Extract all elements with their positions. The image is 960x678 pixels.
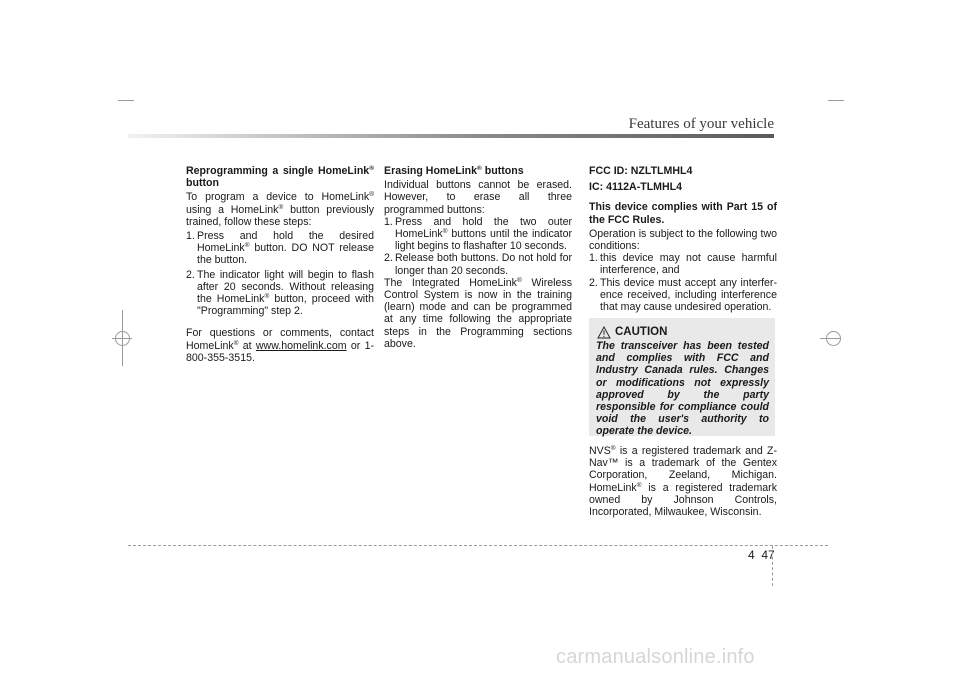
ic-number: IC: 4112A-TLMHL4 xyxy=(589,181,683,194)
trademark-paragraph: NVS® is a registered trademark and Z-Nav™ is a trademark of the Gentex Corporation, Zeeland, Michigan. HomeLink® is a registered trademark owned by Johnson Controls, Incorporated, Milwaukee, Wisconsin. xyxy=(589,445,777,519)
page-number xyxy=(748,548,775,562)
watermark: carmanualsonline.info xyxy=(556,646,755,668)
column-reprogramming xyxy=(186,165,374,364)
operation-conditions: Operation is subject to the following two conditions: xyxy=(589,227,777,253)
conditions-list xyxy=(589,252,777,313)
registration-circle xyxy=(826,331,841,346)
trademark-notice xyxy=(589,445,777,518)
column-erasing xyxy=(384,165,572,350)
heading-reprogramming: Reprogramming a single HomeLink® button xyxy=(186,165,374,190)
reprogram-intro: To program a device to HomeLink® using a HomeLink® button previously trained, follow these steps: xyxy=(186,191,374,228)
fcc-compliance: This device complies with Part 15 of the FCC Rules. xyxy=(589,201,777,226)
chapter-title: Features of your vehicle xyxy=(628,116,774,132)
list-item: 2. The indicator light will begin to flash after 20 seconds. Without releasing the HomeLink® button, proceed with "Programming" step 2. xyxy=(186,268,374,318)
list-item: 2. Release both buttons. Do not hold for longer than 20 seconds. xyxy=(384,252,572,277)
crop-mark xyxy=(118,100,134,101)
column-fcc xyxy=(589,165,777,313)
erase-steps xyxy=(384,216,572,277)
header-rule xyxy=(128,134,774,138)
list-item: 2. This device must accept any interfer-ence received, including interference that may cause undesired operation. xyxy=(589,276,777,314)
list-item: 1. Press and hold the two outer HomeLink® buttons until the indicator light begins to flashafter 10 seconds. xyxy=(384,215,572,253)
homelink-link[interactable]: www.homelink.com xyxy=(255,339,347,352)
list-item: 1. Press and hold the desired HomeLink® button. DO NOT release the button. xyxy=(186,230,374,267)
contact-paragraph: For questions or comments, contact HomeLink® at www.homelink.com or 1-800-355-3515. xyxy=(186,327,374,364)
crop-mark xyxy=(828,100,844,101)
caution-body: The transceiver has been tested and complies with FCC and Industry Canada rules. Changes or modifications not expressly approved by the party responsible for compliance could void the user's authority to operate the device. xyxy=(596,340,769,438)
registration-circle xyxy=(115,331,130,346)
caution-title: CAUTION xyxy=(615,326,668,338)
list-item: 1. this device may not cause harmful interference, and xyxy=(589,252,777,277)
footer-rule xyxy=(128,545,828,546)
training-mode-paragraph: The Integrated HomeLink® Wireless Control System is now in the training (learn) mode and can be programmed at any time following the appropriate steps in the Programming sections above. xyxy=(384,276,573,350)
caution-box xyxy=(589,318,775,436)
page-number-value: 47 xyxy=(761,548,775,562)
warning-triangle-icon xyxy=(597,326,611,339)
reprogram-steps xyxy=(186,230,374,317)
page-number-separator xyxy=(772,546,773,586)
chapter-number: 4 xyxy=(748,548,755,562)
heading-erasing: Erasing HomeLink® buttons xyxy=(384,165,524,177)
fcc-id: FCC ID: NZLTLMHL4 xyxy=(589,165,693,177)
erase-intro: Individual buttons cannot be erased. However, to erase all three programmed buttons: xyxy=(384,179,572,216)
